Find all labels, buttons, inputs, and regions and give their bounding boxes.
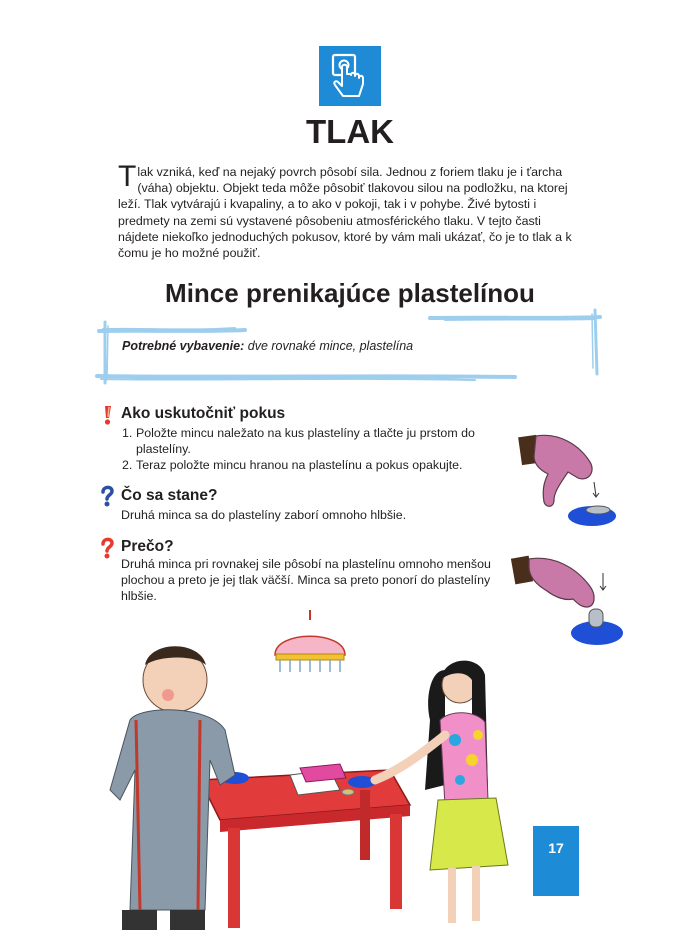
intro-paragraph	[118, 160, 583, 261]
equipment-value: dve rovnaké mince, plastelína	[247, 339, 414, 353]
intro-dropcap: T	[118, 160, 137, 193]
press-hand-icon	[319, 46, 381, 106]
exclamation-marker-icon	[100, 404, 114, 426]
list-item	[122, 425, 512, 457]
what-heading: Čo sa stane?	[121, 487, 218, 504]
what-text: Druhá minca sa do plastelíny zaborí omnoho hlbšie.	[121, 508, 407, 522]
equipment-label: Potrebné vybavenie:	[122, 339, 245, 353]
finger-press-flat-illustration	[510, 426, 640, 536]
how-heading: Ako uskutočniť pokus	[121, 405, 286, 422]
page-number: 17	[548, 840, 564, 856]
step-text: Teraz položte mincu hranou na plastelínu a pokus opakujte.	[136, 458, 463, 473]
how-steps	[122, 425, 512, 474]
scene-illustration	[100, 610, 540, 945]
experiment-title: Mince prenikajúce plastelínou	[165, 278, 535, 308]
intro-text: lak vzniká, keď na nejaký povrch pôsobí sila. Jednou z foriem tlaku je i ťarcha (váha) objektu. Objekt teda môže pôsobiť tlakovou silou na podložku, na ktorej leží. Tlak vytvárajú i kvapaliny, a to ako v pokoji, tak i v pohybe. Živé bytosti i predmety na zemi sú vystavené pôsobeniu atmosférického tlaku. V tejto časti nájdete niekoľko jednoduchých pokusov, ktoré by vám mali ukázať, čo je to tlak a k čomu je ho možné použiť.	[118, 165, 572, 261]
why-text: Druhá minca pri rovnakej sile pôsobí na plastelínu omnoho menšou plochou a preto je jej tlak väčší. Minca sa preto ponorí do plastelíny hlbšie.	[121, 557, 491, 604]
page-title: TLAK	[306, 113, 394, 150]
question-marker-icon	[100, 485, 114, 507]
step-number: 1.	[122, 426, 133, 440]
step-text: Položte mincu naležato na kus plastelíny a tlačte ju prstom do plastelíny.	[136, 426, 475, 457]
list-item	[122, 457, 512, 473]
step-number: 2.	[122, 458, 133, 473]
equipment-line	[122, 339, 413, 353]
question-marker-icon	[100, 537, 114, 559]
why-heading: Prečo?	[121, 538, 174, 555]
page-number-box	[533, 826, 579, 896]
